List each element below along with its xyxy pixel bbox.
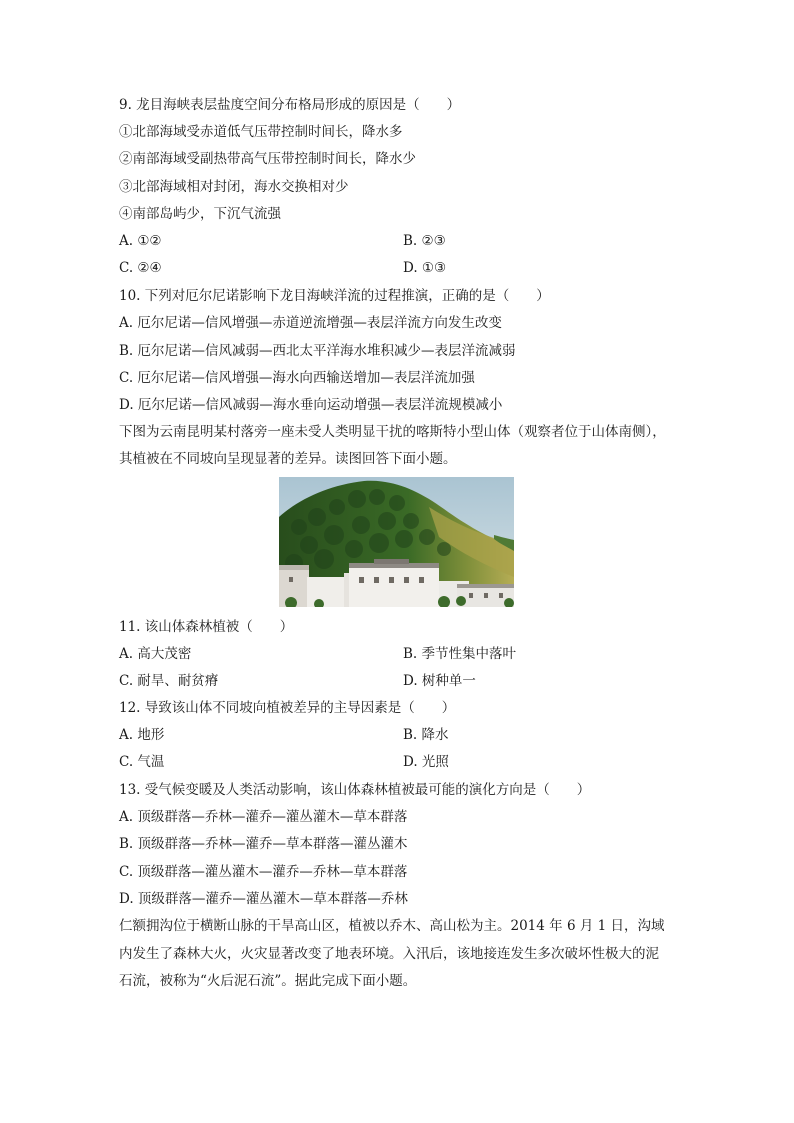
q9-option-a[interactable]: A. ①② <box>119 233 162 249</box>
q10-option-b[interactable]: B. 厄尔尼诺—信风减弱—西北太平洋海水堆积减少—表层洋流减弱 <box>119 343 516 359</box>
q9-statement-4: ④南部岛屿少，下沉气流强 <box>119 206 281 222</box>
q9-option-d[interactable]: D. ①③ <box>403 260 447 276</box>
intro2-line-3: 石流，被称为“火后泥石流”。据此完成下面小题。 <box>119 973 417 989</box>
q10-stem: 10. 下列对厄尔尼诺影响下龙目海峡洋流的过程推演，正确的是（ ） <box>119 288 550 304</box>
intro1-line-1: 下图为云南昆明某村落旁一座未受人类明显干扰的喀斯特小型山体（观察者位于山体南侧）， <box>119 424 666 440</box>
karst-hill-photo <box>279 477 514 607</box>
q13-stem: 13. 受气候变暖及人类活动影响，该山体森林植被最可能的演化方向是（ ） <box>119 782 591 798</box>
karst-hill-illustration <box>279 477 514 607</box>
q10-option-d[interactable]: D. 厄尔尼诺—信风减弱—海水垂向运动增强—表层洋流规模减小 <box>119 397 503 413</box>
q9-statement-2: ②南部海域受副热带高气压带控制时间长，降水少 <box>119 151 416 167</box>
q10-option-a[interactable]: A. 厄尔尼诺—信风增强—赤道逆流增强—表层洋流方向发生改变 <box>119 315 502 331</box>
q9-statement-3: ③北部海域相对封闭，海水交换相对少 <box>119 179 349 195</box>
q13-option-b[interactable]: B. 顶级群落—乔林—灌乔—草本群落—灌丛灌木 <box>119 836 408 852</box>
q11-option-a[interactable]: A. 高大茂密 <box>119 646 192 662</box>
q12-option-b[interactable]: B. 降水 <box>403 727 449 743</box>
q12-option-c[interactable]: C. 气温 <box>119 754 165 770</box>
q12-stem: 12. 导致该山体不同坡向植被差异的主导因素是（ ） <box>119 700 456 716</box>
q9-stem: 9. 龙目海峡表层盐度空间分布格局形成的原因是（ ） <box>119 97 461 113</box>
q11-option-c[interactable]: C. 耐旱、耐贫瘠 <box>119 673 219 689</box>
q11-option-d[interactable]: D. 树种单一 <box>403 673 476 689</box>
q9-option-c[interactable]: C. ②④ <box>119 260 162 276</box>
q10-option-c[interactable]: C. 厄尔尼诺—信风增强—海水向西输送增加—表层洋流加强 <box>119 370 475 386</box>
q13-option-c[interactable]: C. 顶级群落—灌丛灌木—灌乔—乔林—草本群落 <box>119 864 408 880</box>
q9-statement-1: ①北部海域受赤道低气压带控制时间长，降水多 <box>119 124 403 140</box>
q11-option-b[interactable]: B. 季节性集中落叶 <box>403 646 517 662</box>
q12-option-d[interactable]: D. 光照 <box>403 754 449 770</box>
intro2-line-1: 仁额拥沟位于横断山脉的干旱高山区，植被以乔木、高山松为主。2014 年 6 月 1 日，沟域 <box>119 918 665 934</box>
intro2-line-2: 内发生了森林大火，火灾显著改变了地表环境。入汛后，该地接连发生多次破坏性极大的泥 <box>119 946 659 962</box>
intro1-line-2: 其植被在不同坡向呈现显著的差异。读图回答下面小题。 <box>119 451 457 467</box>
q12-option-a[interactable]: A. 地形 <box>119 727 165 743</box>
q9-option-b[interactable]: B. ②③ <box>403 233 446 249</box>
q11-stem: 11. 该山体森林植被（ ） <box>119 619 294 635</box>
q13-option-d[interactable]: D. 顶级群落—灌乔—灌丛灌木—草本群落—乔林 <box>119 891 408 907</box>
q13-option-a[interactable]: A. 顶级群落—乔林—灌乔—灌丛灌木—草本群落 <box>119 809 408 825</box>
